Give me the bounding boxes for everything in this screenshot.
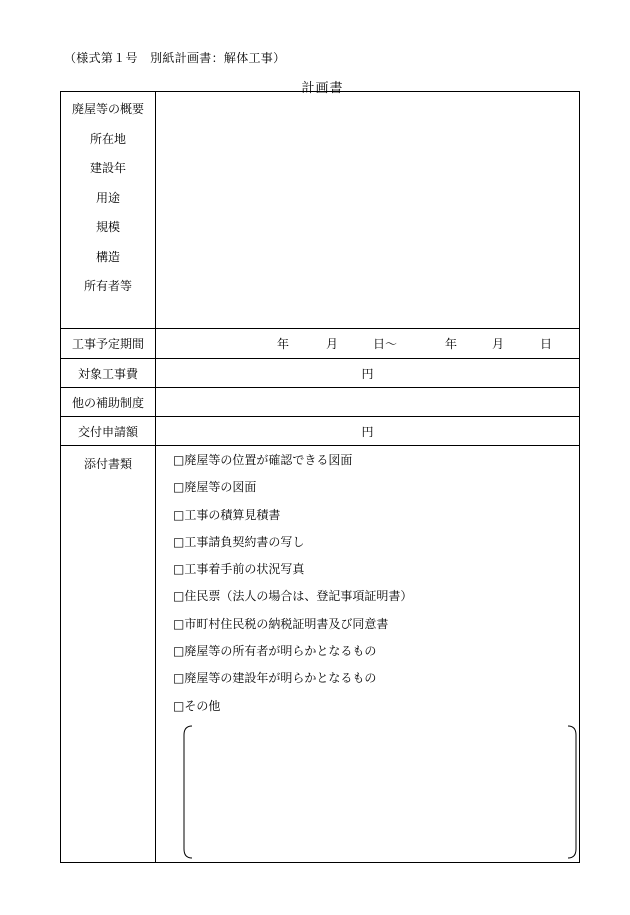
end-year-unit: 年 <box>445 337 458 351</box>
attachment-tax-certificate[interactable]: □市町村住民税の納税証明書及び同意書 <box>173 616 389 631</box>
start-month-unit: 月 <box>326 337 339 351</box>
cost-unit: 円 <box>361 366 374 381</box>
scale-label: 規模 <box>95 220 120 234</box>
grant-amount-row <box>61 417 580 446</box>
start-day-unit: 日～ <box>373 337 398 351</box>
overview-labels-cell <box>61 92 156 329</box>
attachment-owner-proof[interactable]: □廃屋等の所有者が明らかとなるもの <box>173 644 377 659</box>
cost-label: 対象工事費 <box>61 359 156 388</box>
overview-heading: 廃屋等の概要 <box>71 102 144 116</box>
document-title: 計画書 <box>301 81 344 96</box>
grant-amount-unit: 円 <box>361 424 374 439</box>
other-subsidy-row <box>61 388 580 417</box>
other-subsidy-input-cell[interactable] <box>156 388 580 417</box>
attachment-building-drawing[interactable]: □廃屋等の図面 <box>173 480 257 495</box>
grant-amount-input-cell[interactable] <box>156 417 580 446</box>
owner-label: 所有者等 <box>83 279 132 293</box>
attachments-label: 添付書類 <box>83 457 132 471</box>
overview-input-cell[interactable] <box>156 92 580 329</box>
construction-year-label: 建設年 <box>89 161 126 175</box>
attachment-cost-estimate[interactable]: □工事の積算見積書 <box>173 507 281 522</box>
attachment-location-map[interactable]: □廃屋等の位置が確認できる図面 <box>173 453 353 467</box>
period-input-cell[interactable] <box>156 329 580 359</box>
attachment-other[interactable]: □その他 <box>173 698 221 713</box>
attachments-label-cell <box>61 446 156 863</box>
other-details-box[interactable] <box>156 725 579 862</box>
bracket-frame <box>182 725 578 859</box>
end-day-unit: 日 <box>540 337 553 351</box>
attachment-before-photos[interactable]: □工事着手前の状況写真 <box>173 562 305 577</box>
overview-row <box>61 92 580 329</box>
cost-row <box>61 359 580 388</box>
attachment-contract-copy[interactable]: □工事請負契約書の写し <box>173 534 305 549</box>
attachments-row <box>61 446 580 863</box>
period-label: 工事予定期間 <box>61 329 156 359</box>
attachments-cell <box>156 446 580 863</box>
cost-input-cell[interactable] <box>156 359 580 388</box>
grant-amount-label: 交付申請額 <box>61 417 156 446</box>
start-year-unit: 年 <box>277 337 290 351</box>
plan-form-table <box>60 91 580 863</box>
location-label: 所在地 <box>89 131 126 146</box>
usage-label: 用途 <box>95 190 120 205</box>
attachment-resident-record[interactable]: □住民票（法人の場合は、登記事項証明書） <box>173 589 413 604</box>
other-subsidy-label: 他の補助制度 <box>61 388 156 417</box>
end-month-unit: 月 <box>492 337 505 351</box>
form-number: （様式第１号 別紙計画書：解体工事） <box>64 51 286 65</box>
period-row <box>61 329 580 359</box>
structure-label: 構造 <box>95 249 120 264</box>
attachment-build-year-proof[interactable]: □廃屋等の建設年が明らかとなるもの <box>173 671 377 686</box>
